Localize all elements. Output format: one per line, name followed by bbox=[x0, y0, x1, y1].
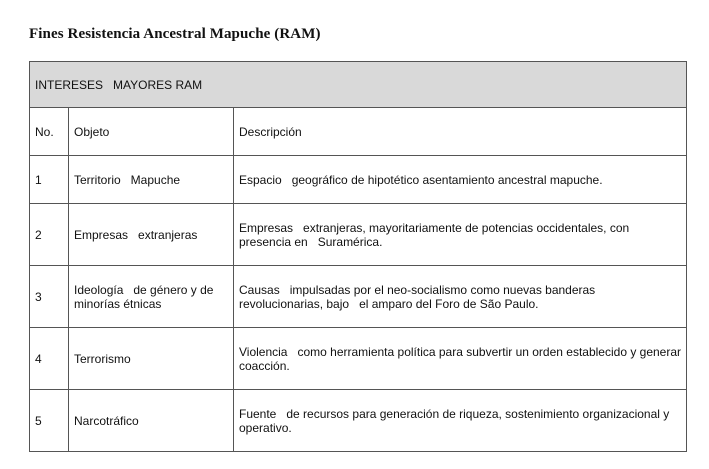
row-object-cell: Ideología de género y de minorías étnicas bbox=[69, 266, 234, 328]
table-row bbox=[30, 328, 687, 390]
row-number-cell: 2 bbox=[30, 204, 69, 266]
row-number-cell: 1 bbox=[30, 156, 69, 204]
row-description-cell: Violencia como herramienta política para subvertir un orden establecido y generar coacción. bbox=[234, 328, 687, 390]
row-object-cell: Territorio Mapuche bbox=[69, 156, 234, 204]
row-number-cell: 4 bbox=[30, 328, 69, 390]
table-row bbox=[30, 390, 687, 452]
table-row bbox=[30, 204, 687, 266]
column-header-description: Descripción bbox=[234, 108, 687, 156]
row-object-cell: Narcotráfico bbox=[69, 390, 234, 452]
section-header-cell: INTERESES MAYORES RAM bbox=[30, 62, 687, 108]
column-header-object: Objeto bbox=[69, 108, 234, 156]
row-number-cell: 5 bbox=[30, 390, 69, 452]
section-header-row bbox=[30, 62, 687, 108]
column-header-row bbox=[30, 108, 687, 156]
interests-table bbox=[29, 61, 692, 452]
row-description-cell: Empresas extranjeras, mayoritariamente de potencias occidentales, con presencia en Suramérica. bbox=[234, 204, 687, 266]
table-row bbox=[30, 156, 687, 204]
table-row bbox=[30, 266, 687, 328]
row-object-cell: Terrorismo bbox=[69, 328, 234, 390]
row-object-cell: Empresas extranjeras bbox=[69, 204, 234, 266]
row-number-cell: 3 bbox=[30, 266, 69, 328]
document-title: Fines Resistencia Ancestral Mapuche (RAM) bbox=[29, 26, 321, 42]
column-header-number: No. bbox=[30, 108, 69, 156]
row-description-cell: Causas impulsadas por el neo-socialismo como nuevas banderas revolucionarias, bajo el amparo del Foro de São Paulo. bbox=[234, 266, 687, 328]
row-description-cell: Espacio geográfico de hipotético asentamiento ancestral mapuche. bbox=[234, 156, 687, 204]
row-description-cell: Fuente de recursos para generación de riqueza, sostenimiento organizacional y operativo. bbox=[234, 390, 687, 452]
